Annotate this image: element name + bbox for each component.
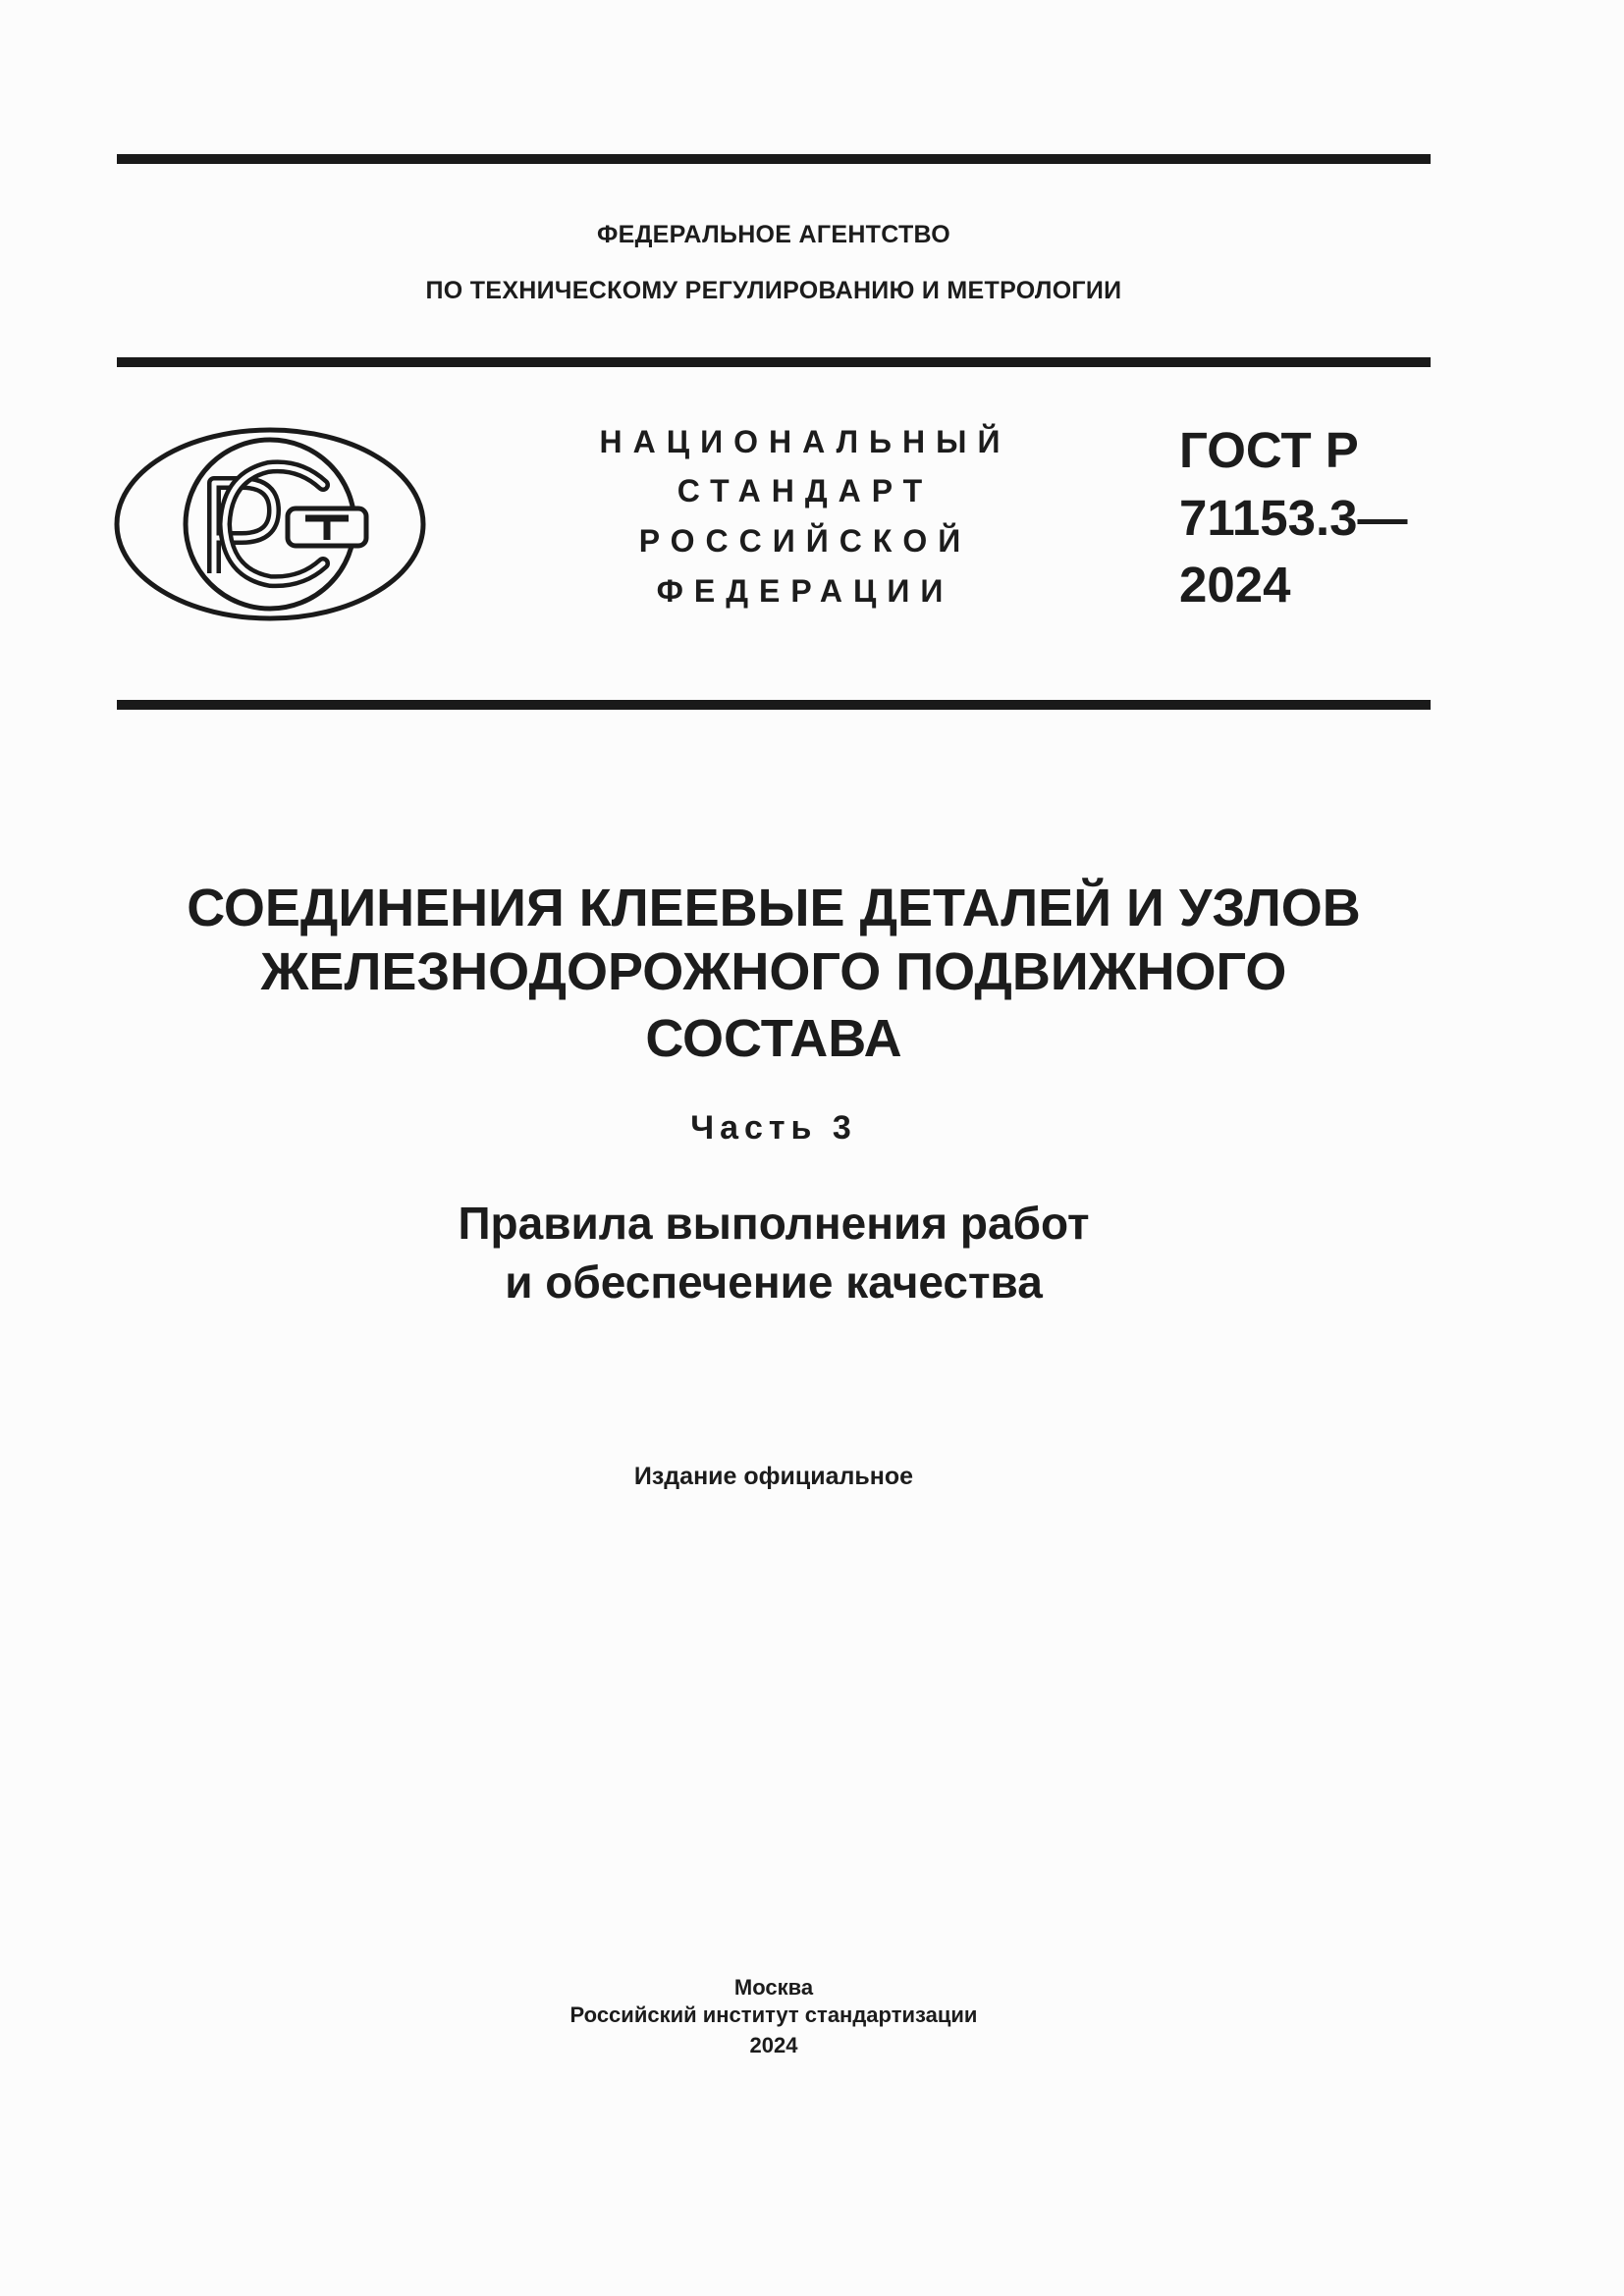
document-title-line-2: ЖЕЛЕЗНОДОРОЖНОГО ПОДВИЖНОГО <box>260 942 1287 1001</box>
standard-designation-line-3: 2024 <box>1179 557 1291 613</box>
standard-type-line-4: ФЕДЕРАЦИИ <box>656 573 954 609</box>
publication-year: 2024 <box>749 2033 798 2057</box>
standard-designation-line-2: 71153.3— <box>1179 490 1408 546</box>
agency-name-line-2: ПО ТЕХНИЧЕСКОМУ РЕГУЛИРОВАНИЮ И МЕТРОЛОГИИ <box>425 277 1122 304</box>
part-title-line-1: Правила выполнения работ <box>458 1198 1090 1249</box>
part-title-line-2: и обеспечение качества <box>505 1256 1043 1308</box>
standard-type-line-1: НАЦИОНАЛЬНЫЙ <box>599 424 1011 459</box>
part-number: Часть 3 <box>690 1109 857 1147</box>
document-title-line-3: СОСТАВА <box>645 1009 902 1068</box>
header-bottom-rule <box>117 700 1431 710</box>
document-title-line-1: СОЕДИНЕНИЯ КЛЕЕВЫЕ ДЕТАЛЕЙ И УЗЛОВ <box>187 879 1361 937</box>
rst-certification-mark-icon <box>113 426 427 622</box>
standard-designation-line-1: ГОСТ Р <box>1179 422 1359 478</box>
agency-name-line-1: ФЕДЕРАЛЬНОЕ АГЕНТСТВО <box>596 221 951 248</box>
publisher-institute: Российский институт стандартизации <box>569 2002 978 2027</box>
standard-type-line-3: РОССИЙСКОЙ <box>638 523 972 559</box>
edition-label: Издание официальное <box>633 1463 914 1490</box>
top-rule <box>117 154 1431 164</box>
publisher-city: Москва <box>733 1975 814 2000</box>
standard-type-line-2: СТАНДАРТ <box>677 473 934 508</box>
header-rule <box>117 357 1431 367</box>
